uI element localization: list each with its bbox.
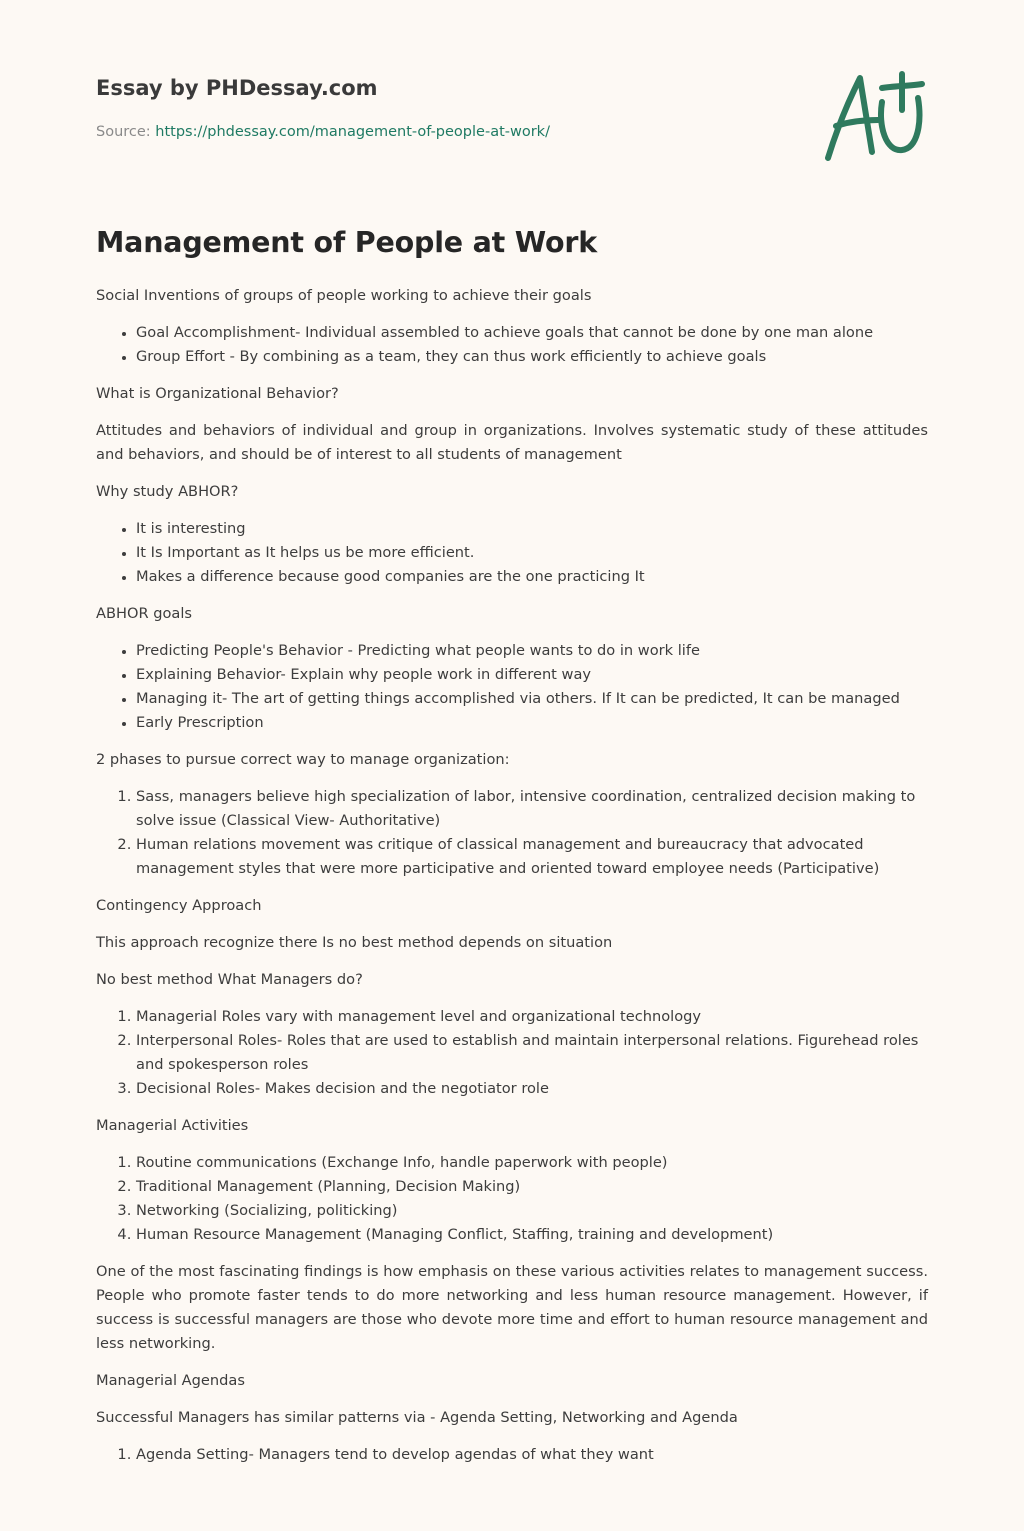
list-item: • Explaining Behavior- Explain why people work in different way xyxy=(136,663,928,687)
paragraph: Attitudes and behaviors of individual and group in organizations. Involves systematic study of these attitudes and behaviors, and should be of interest to all students of management xyxy=(96,422,928,463)
paragraph: 2 phases to pursue correct way to manage organization: xyxy=(96,751,510,768)
essay-content xyxy=(96,284,928,1480)
paragraph: ABHOR goals xyxy=(96,605,193,622)
list-item: • Group Effort - By combining as a team, they can thus work efficiently to achieve goals xyxy=(136,345,928,369)
list-item: • Goal Accomplishment- Individual assembled to achieve goals that cannot be done by one man alone xyxy=(136,321,928,345)
list-item: 1. Managerial Roles vary with management level and organizational technology xyxy=(136,1005,928,1029)
bullet-list xyxy=(96,639,928,735)
brand-title: Essay by PHDessay.com xyxy=(96,76,378,100)
paragraph: No best method What Managers do? xyxy=(96,971,363,988)
list-item: • It is interesting xyxy=(136,517,928,541)
list-item: 1. Sass, managers believe high specialization of labor, intensive coordination, centralized decision making to solve issue (Classical View- Authoritative) xyxy=(136,785,928,833)
list-item: 2. Human relations movement was critique of classical management and bureaucracy that advocated management styles that were more participative and oriented toward employee needs (Participative) xyxy=(136,833,928,881)
list-item: • Early Prescription xyxy=(136,711,928,735)
list-item: • Managing it- The art of getting things accomplished via others. If It can be predicted, It can be managed xyxy=(136,687,928,711)
list-item: 2. Interpersonal Roles- Roles that are used to establish and maintain interpersonal relations. Figurehead roles and spokesperson roles xyxy=(136,1029,928,1077)
numbered-list xyxy=(96,1443,928,1467)
source-link[interactable]: https://phdessay.com/management-of-people-at-work/ xyxy=(155,124,550,140)
numbered-list xyxy=(96,1151,928,1247)
a-plus-logo-icon xyxy=(822,66,926,166)
list-item: 2. Traditional Management (Planning, Decision Making) xyxy=(136,1175,928,1199)
list-item: 3. Networking (Socializing, politicking) xyxy=(136,1199,928,1223)
paragraph: This approach recognize there Is no best method depends on situation xyxy=(96,934,613,951)
numbered-list xyxy=(96,1005,928,1101)
bullet-list xyxy=(96,517,928,589)
paragraph: Successful Managers has similar patterns via - Agenda Setting, Networking and Agenda xyxy=(96,1409,738,1426)
source-label: Source: xyxy=(96,124,156,140)
list-item: 3. Decisional Roles- Makes decision and the negotiator role xyxy=(136,1077,928,1101)
essay-title: Management of People at Work xyxy=(96,226,598,259)
paragraph: One of the most fascinating findings is how emphasis on these various activities relates to management success. People who promote faster tends to do more networking and less human resource management. However, if success is successful managers are those who devote more time and effort to human resource management and less networking. xyxy=(96,1263,928,1352)
paragraph: What is Organizational Behavior? xyxy=(96,385,339,402)
paragraph: Contingency Approach xyxy=(96,897,262,914)
list-item: • It Is Important as It helps us be more efficient. xyxy=(136,541,928,565)
source-line xyxy=(96,124,550,140)
paragraph: Managerial Activities xyxy=(96,1117,249,1134)
paragraph: Managerial Agendas xyxy=(96,1372,245,1389)
list-item: • Predicting People's Behavior - Predicting what people wants to do in work life xyxy=(136,639,928,663)
list-item: 1. Agenda Setting- Managers tend to develop agendas of what they want xyxy=(136,1443,928,1467)
paragraph: Social Inventions of groups of people working to achieve their goals xyxy=(96,287,592,304)
list-item: • Makes a difference because good companies are the one practicing It xyxy=(136,565,928,589)
list-item: 1. Routine communications (Exchange Info, handle paperwork with people) xyxy=(136,1151,928,1175)
list-item: 4. Human Resource Management (Managing Conflict, Staffing, training and development) xyxy=(136,1223,928,1247)
paragraph: Why study ABHOR? xyxy=(96,483,239,500)
numbered-list xyxy=(96,785,928,881)
bullet-list xyxy=(96,321,928,369)
